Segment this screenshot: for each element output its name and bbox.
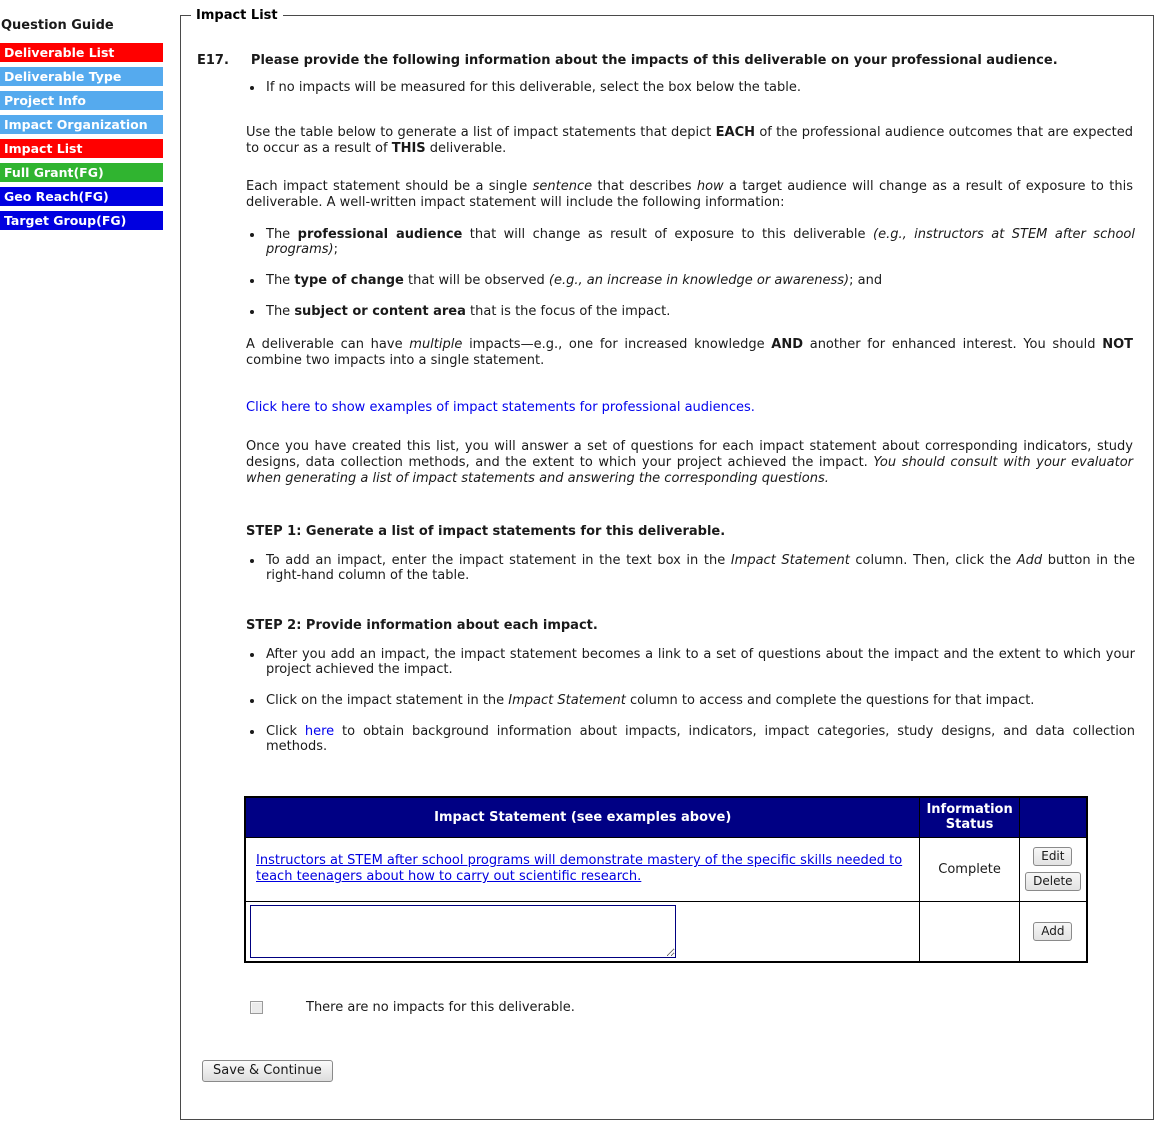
statement-info-bullets: [246, 227, 1135, 319]
no-impacts-checkbox[interactable]: [250, 1001, 263, 1014]
add-button[interactable]: Add: [1033, 922, 1072, 941]
save-continue-button[interactable]: Save & Continue: [202, 1060, 333, 1082]
sidebar-item-project-info[interactable]: Project Info: [0, 91, 163, 110]
para-use-table: Use the table below to generate a list of impact statements that depict EACH of the professional audience outcomes that are expected to occur as a result of THIS deliverable.: [246, 125, 1133, 156]
step2-bullet-link-behavior: • After you add an impact, the impact statement becomes a link to a set of questions about the impact and the extent to which your project achieved the impact.: [264, 647, 1135, 677]
para-once-created: Once you have created this list, you will answer a set of questions for each impact statement about corresponding indicators, study designs, data collection methods, and the extent to which your project achieved the impact. You should consult with your evaluator when generating a list of impact statements and answering the corresponding questions.: [246, 439, 1133, 486]
impact-statement-input[interactable]: [250, 905, 676, 958]
sidebar-item-deliverable-list[interactable]: Deliverable List: [0, 43, 163, 62]
step2-bullet-list: [246, 647, 1135, 754]
sidebar-item-impact-organization[interactable]: Impact Organization: [0, 115, 163, 134]
add-cell: [1019, 901, 1087, 962]
background-info-here-link[interactable]: here: [304, 724, 335, 739]
bullet-subject-area: • The subject or content area that is the focus of the impact.: [264, 304, 1135, 319]
step1-bullet: • To add an impact, enter the impact statement in the text box in the Impact Statement column. Then, click the Add button in the right-hand column of the table.: [264, 553, 1135, 583]
question-number: E17.: [197, 53, 229, 68]
step2-bullet-background-info: • Click here to obtain background information about impacts, indicators, impact categories, study designs, and data collection methods.: [264, 724, 1135, 754]
fieldset-legend: Impact List: [196, 8, 278, 23]
impact-list-content: [181, 23, 1153, 1112]
show-examples-link[interactable]: Click here to show examples of impact statements for professional audiences.: [246, 400, 755, 415]
examples-link-line: [246, 400, 1133, 416]
sidebar-item-geo-reach[interactable]: Geo Reach(FG): [0, 187, 163, 206]
sidebar-item-target-group[interactable]: Target Group(FG): [0, 211, 163, 230]
edit-button[interactable]: Edit: [1033, 847, 1072, 866]
bullet-type-of-change: • The type of change that will be observed (e.g., an increase in knowledge or awareness); and: [264, 273, 1135, 288]
impact-table-header-row: [245, 797, 1087, 837]
step1-heading: STEP 1: Generate a list of impact statements for this deliverable.: [246, 524, 726, 539]
question-row: [197, 53, 1135, 68]
para-multiple-impacts: A deliverable can have multiple impacts—e.g., one for increased knowledge AND another for enhanced interest. You should NOT combine two impacts into a single statement.: [246, 337, 1134, 368]
new-impact-status-cell: [920, 901, 1019, 962]
delete-button[interactable]: Delete: [1025, 872, 1080, 891]
save-row: [202, 1060, 1135, 1082]
header-information-status: Information Status: [920, 797, 1019, 837]
sidebar-item-deliverable-type[interactable]: Deliverable Type: [0, 67, 163, 86]
sidebar-item-full-grant[interactable]: Full Grant(FG): [0, 163, 163, 182]
step2-heading: STEP 2: Provide information about each impact.: [246, 618, 598, 633]
intro-bullet: • If no impacts will be measured for this deliverable, select the box below the table.: [264, 80, 1135, 95]
header-impact-statement: Impact Statement (see examples above): [245, 797, 920, 837]
bullet-professional-audience: • The professional audience that will change as result of exposure to this deliverable (e.g., instructors at STEM after school programs);: [264, 227, 1135, 257]
no-impacts-label: There are no impacts for this deliverable.: [306, 1000, 575, 1015]
step1-bullet-list: [246, 553, 1135, 583]
new-impact-row: [245, 901, 1087, 962]
impact-list-fieldset: [180, 8, 1154, 1120]
no-impacts-row: [250, 1000, 1135, 1015]
impact-table: [244, 796, 1088, 963]
new-impact-input-cell: [245, 901, 920, 962]
question-text: Please provide the following information about the impacts of this deliverable on your professional audience.: [250, 53, 1058, 68]
table-row: [245, 837, 1087, 901]
actions-cell: [1019, 837, 1087, 901]
question-guide-sidebar: [0, 18, 163, 235]
impact-statement-cell: [245, 837, 920, 901]
header-actions: [1019, 797, 1087, 837]
intro-bullet-list: [246, 80, 1135, 95]
sidebar-item-impact-list[interactable]: Impact List: [0, 139, 163, 158]
status-cell: Complete: [920, 837, 1019, 901]
step2-bullet-click-statement: • Click on the impact statement in the Impact Statement column to access and complete the questions for that impact.: [264, 693, 1135, 708]
question-guide-title: Question Guide: [1, 18, 114, 33]
para-each-statement: Each impact statement should be a single sentence that describes how a target audience will change as a result of exposure to this deliverable. A well-written impact statement will include the following information:: [246, 179, 1133, 210]
impact-statement-link[interactable]: Instructors at STEM after school programs will demonstrate mastery of the specific skills needed to teach teenagers about how to carry out scientific research.: [256, 853, 903, 884]
